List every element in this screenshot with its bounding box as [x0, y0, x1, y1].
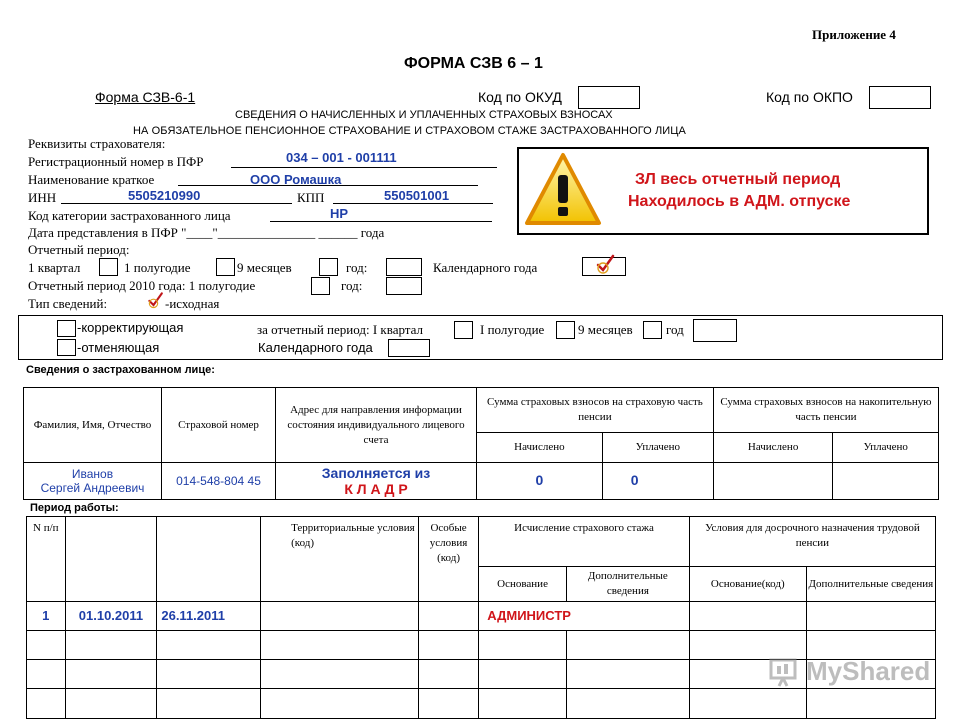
extra2-cell[interactable] [806, 602, 935, 631]
empty-cell[interactable] [566, 660, 689, 689]
col-paid-header: Уплачено [602, 433, 713, 463]
inn-label: ИНН [28, 190, 57, 205]
period-2010-checkbox[interactable] [311, 277, 330, 295]
col-extra2-header: Дополнительные сведения [806, 567, 935, 602]
col-seniority-header: Исчисление страхового стажа [479, 517, 690, 567]
accrued-cell[interactable] [477, 463, 603, 500]
col-funded-header: Сумма страховых взносов на накопительную часть пенсии [713, 388, 938, 433]
corr-h1-label: I полугодие [480, 322, 545, 337]
empty-cell[interactable] [479, 689, 567, 719]
period-year-field[interactable] [386, 258, 422, 276]
table-row [27, 602, 936, 631]
period-2010-year-label: год: [341, 278, 363, 293]
period-h1-checkbox[interactable] [216, 258, 235, 276]
col-basis-header: Основание [479, 567, 567, 602]
corr-period-label: за отчетный период: I квартал [257, 322, 424, 337]
num-cell[interactable] [27, 602, 66, 631]
period-9m-checkbox[interactable] [319, 258, 338, 276]
warning-line1: ЗЛ весь отчетный период [635, 171, 841, 188]
cancelling-label: -отменяющая [77, 340, 160, 355]
basis-cell[interactable] [479, 602, 690, 631]
surname-value: Иванов [71, 467, 114, 481]
reg-number-label: Регистрационный номер в ПФР [28, 154, 204, 169]
period-title: Отчетный период: [28, 242, 130, 257]
period-h1-label: 1 полугодие [124, 260, 191, 275]
empty-cell[interactable] [806, 689, 935, 719]
accrued-value: 0 [535, 472, 544, 488]
corr-calendar-field[interactable] [388, 339, 430, 357]
table-row [27, 689, 936, 719]
empty-cell[interactable] [65, 689, 157, 719]
col-paid2-header: Уплачено [833, 433, 939, 463]
subtitle-line1: СВЕДЕНИЯ О НАЧИСЛЕННЫХ И УПЛАЧЕННЫХ СТРАХОВЫХ ВЗНОСАХ [235, 109, 613, 121]
empty-cell[interactable] [27, 660, 66, 689]
col-num-header: N п/п [27, 517, 66, 602]
empty-cell[interactable] [27, 689, 66, 719]
corr-9m-label: 9 месяцев [578, 322, 633, 337]
period-9m-label: 9 месяцев [237, 260, 292, 275]
category-line [270, 206, 492, 222]
from-cell[interactable] [65, 602, 157, 631]
col-extra-header: Дополнительные сведения [566, 567, 689, 602]
person-table [23, 387, 939, 500]
okpo-label: Код по ОКПО [766, 89, 853, 105]
warning-line2: Находилось в АДМ. отпуске [628, 193, 851, 210]
col-special-header: Особые условия (код) [418, 517, 478, 602]
snils-cell[interactable] [162, 463, 276, 500]
corr-h1-checkbox[interactable] [556, 321, 575, 339]
subtitle-line2: НА ОБЯЗАТЕЛЬНОЕ ПЕНСИОННОЕ СТРАХОВАНИЕ И СТРАХОВОМ СТАЖЕ ЗАСТРАХОВАННОГО ЛИЦА [133, 125, 686, 137]
paid2-cell[interactable] [833, 463, 939, 500]
col-early-header: Условия для досрочного назначения трудовой пенсии [689, 517, 935, 567]
period-2010-label: Отчетный период 2010 года: 1 полугодие [28, 278, 256, 293]
empty-cell[interactable] [65, 660, 157, 689]
paid-cell[interactable] [602, 463, 713, 500]
kpp-value[interactable]: 550501001 [384, 188, 450, 203]
category-value[interactable]: НР [330, 206, 349, 221]
submit-date[interactable]: Дата представления в ПФР "____"_______________ ______ года [28, 225, 385, 240]
empty-cell[interactable] [689, 689, 806, 719]
warning-triangle-icon [523, 151, 603, 229]
col-fio-header: Фамилия, Имя, Отчество [24, 388, 162, 463]
col-territorial-header: Территориальные условия (код) [261, 517, 419, 602]
calendar-year-label: Календарного года [433, 260, 538, 275]
empty-cell[interactable] [479, 660, 567, 689]
okud-label: Код по ОКУД [478, 89, 562, 105]
period-q1-label: 1 квартал [28, 260, 81, 275]
address-line1: Заполняется из [321, 465, 431, 481]
reg-number-value[interactable]: 034 – 001 - 001111 [286, 150, 397, 165]
okpo-field[interactable] [869, 86, 931, 109]
corr-calendar-label: Календарного года [258, 340, 373, 355]
to-value: 26.11.2011 [161, 608, 225, 623]
col-insurance-header: Сумма страховых взносов на страховую часть пенсии [477, 388, 714, 433]
empty-cell[interactable] [157, 689, 261, 719]
empty-cell[interactable] [261, 631, 419, 660]
num-value: 1 [42, 608, 50, 623]
col-address-header: Адрес для направления информации состояния индивидуального лицевого счета [276, 388, 477, 463]
col-from-header [65, 517, 157, 602]
insurer-title: Реквизиты страхователя: [28, 136, 166, 151]
corr-q1-checkbox[interactable] [454, 321, 473, 339]
to-cell[interactable] [157, 602, 261, 631]
checkmark-icon[interactable] [146, 290, 166, 310]
table-row [24, 463, 939, 500]
col-snils-header: Страховой номер [162, 388, 276, 463]
empty-cell[interactable] [261, 660, 419, 689]
special-cell[interactable] [418, 602, 478, 631]
empty-cell[interactable] [479, 631, 567, 660]
col-accrued2-header: Начислено [713, 433, 833, 463]
period-2010-year-field[interactable] [386, 277, 422, 295]
empty-cell[interactable] [566, 631, 689, 660]
name-value: Сергей Андреевич [40, 481, 145, 495]
from-value: 01.10.2011 [78, 608, 144, 623]
address-cell[interactable] [276, 463, 477, 500]
corr-9m-checkbox[interactable] [643, 321, 662, 339]
presentation-icon [768, 654, 802, 688]
form-title: ФОРМА СЗВ 6 – 1 [404, 55, 543, 72]
corr-year-label: год [666, 322, 684, 337]
empty-cell[interactable] [157, 631, 261, 660]
period-year-label: год: [346, 260, 368, 275]
warning-box [517, 147, 929, 235]
territorial-cell[interactable] [261, 602, 419, 631]
watermark-text: MyShared [806, 656, 931, 686]
appendix-label: Приложение 4 [812, 27, 896, 42]
checkmark-icon [594, 252, 618, 276]
snils-value: 014-548-804 45 [176, 474, 261, 488]
category-label: Код категории застрахованного лица [28, 208, 231, 223]
fio-cell[interactable] [24, 463, 162, 500]
empty-cell[interactable] [261, 689, 419, 719]
person-section-title: Сведения о застрахованном лице: [26, 364, 215, 376]
empty-cell[interactable] [418, 689, 478, 719]
empty-cell[interactable] [157, 660, 261, 689]
corrective-label: -корректирующая [77, 320, 184, 335]
empty-cell[interactable] [418, 631, 478, 660]
period-q1-checkbox[interactable] [99, 258, 118, 276]
inn-value[interactable]: 5505210990 [128, 188, 201, 203]
short-name-label: Наименование краткое [28, 172, 155, 187]
corrective-checkbox[interactable] [57, 320, 76, 337]
empty-cell[interactable] [27, 631, 66, 660]
info-type-value: -исходная [165, 296, 220, 311]
work-table [26, 516, 936, 719]
paid-value: 0 [630, 472, 639, 488]
empty-cell[interactable] [65, 631, 157, 660]
okud-field[interactable] [578, 86, 640, 109]
empty-cell[interactable] [566, 689, 689, 719]
col-basis-code-header: Основание(код) [689, 567, 806, 602]
basis-code-cell[interactable] [689, 602, 806, 631]
short-name-value[interactable]: ООО Ромашка [250, 172, 342, 187]
info-type-label: Тип сведений: [28, 296, 108, 311]
col-to-header [157, 517, 261, 602]
address-line2: К Л А Д Р [344, 481, 408, 497]
accrued2-cell[interactable] [713, 463, 833, 500]
corr-year-field[interactable] [693, 319, 737, 342]
kpp-label: КПП [297, 190, 325, 205]
form-code: Форма СЗВ-6-1 [95, 89, 196, 105]
basis-value: АДМИНИСТР [487, 608, 571, 623]
empty-cell[interactable] [418, 660, 478, 689]
work-section-title: Период работы: [30, 502, 119, 514]
cancelling-checkbox[interactable] [57, 339, 76, 356]
col-accrued-header: Начислено [477, 433, 603, 463]
